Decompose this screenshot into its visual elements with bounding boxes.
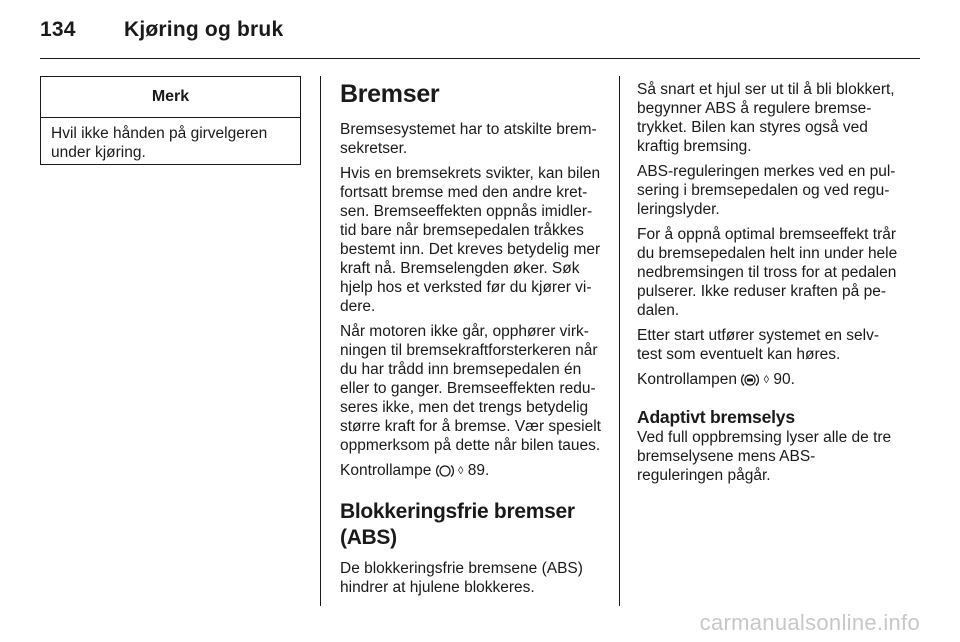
note-line: under kjøring. xyxy=(51,144,146,161)
reference-abs-light xyxy=(637,370,905,390)
ref-page[interactable]: 90. xyxy=(773,371,795,388)
paragraph xyxy=(637,162,905,219)
paragraph xyxy=(637,326,905,364)
column-abs xyxy=(637,80,905,491)
heading-line: (ABS) xyxy=(340,526,397,549)
line: sekretser. xyxy=(340,140,408,157)
line: bremselysene mens ABS- xyxy=(637,448,816,465)
paragraph xyxy=(340,559,606,597)
paragraph xyxy=(340,120,606,158)
watermark: carmanualsonline.info xyxy=(699,610,920,635)
line: nedbremsingen til tross for at pedalen xyxy=(637,264,897,281)
line: Ved full oppbremsing lyser alle de tre xyxy=(637,429,892,446)
line: kraft nå. Bremselengden øker. Søk xyxy=(340,260,580,277)
abs-warning-light-icon xyxy=(741,372,759,388)
line: De blokkeringsfrie bremsene (ABS) xyxy=(340,560,583,577)
line: du har trådd inn bremsepedalen én xyxy=(340,361,582,378)
paragraph xyxy=(340,164,606,316)
ref-label: Kontrollampen xyxy=(637,371,737,388)
line: hjelp hos et verksted før du kjører vi- xyxy=(340,279,592,296)
line: tid bare når bremsepedalen tråkkes xyxy=(340,222,584,239)
note-line: Hvil ikke hånden på girvelgeren xyxy=(51,125,268,142)
note-title: Merk xyxy=(41,77,300,118)
line: ABS-reguleringen merkes ved en pul- xyxy=(637,163,896,180)
note-body xyxy=(41,118,300,162)
line: Når motoren ikke går, opphører virk- xyxy=(340,323,589,340)
column-brakes xyxy=(340,80,606,603)
line: hindrer at hjulene blokkeres. xyxy=(340,579,535,596)
line: leringslyder. xyxy=(637,201,720,218)
line: begynner ABS å regulere bremse- xyxy=(637,100,872,117)
section-heading-abs xyxy=(340,499,606,551)
line: Bremsesystemet har to atskilte brem- xyxy=(340,121,597,138)
column-divider-left xyxy=(320,76,321,606)
ref-page[interactable]: 89. xyxy=(467,462,490,479)
section-heading-brakes: Bremser xyxy=(340,80,440,108)
paragraph xyxy=(637,225,905,320)
paragraph xyxy=(340,322,606,455)
line: pulserer. Ikke reduser kraften på pe- xyxy=(637,283,886,300)
line: eller to ganger. Bremseeffekten redu- xyxy=(340,380,596,397)
line: seres ikke, men det trengs betydelig xyxy=(340,399,589,416)
line: oppmerksom på dette når bilen taues. xyxy=(340,437,601,454)
page-number: 134 xyxy=(40,18,76,41)
reference-brake-warning xyxy=(340,461,606,481)
line: kraftig bremsing. xyxy=(637,138,752,155)
line: sen. Bremseeffekten oppnås imidler- xyxy=(340,203,593,220)
chapter-title: Kjøring og bruk xyxy=(124,18,284,41)
page-reference-arrow-icon: ◊ xyxy=(763,374,770,386)
line: ningen til bremsekraftforsterkeren når xyxy=(340,342,598,359)
note-box xyxy=(40,76,301,165)
section-heading-adaptive-brake-light: Adaptivt bremselys xyxy=(637,407,795,427)
line: For å oppnå optimal bremseeffekt trår xyxy=(637,226,897,243)
line: reguleringen pågår. xyxy=(637,467,771,484)
line: dere. xyxy=(340,298,376,315)
line: bestemt inn. Det kreves betydelig mer xyxy=(340,241,601,258)
paragraph xyxy=(637,428,905,485)
line: dalen. xyxy=(637,302,680,319)
line: sering i bremsepedalen og ved regu- xyxy=(637,182,890,199)
paragraph xyxy=(637,80,905,156)
line: større kraft for å bremse. Vær spesielt xyxy=(340,418,601,435)
brake-warning-light-icon xyxy=(436,463,454,479)
ref-label: Kontrollampe xyxy=(340,462,432,479)
column-divider-right xyxy=(619,76,620,606)
line: test som eventuelt kan høres. xyxy=(637,346,841,363)
page-header xyxy=(40,18,283,42)
line: Etter start utfører systemet en selv- xyxy=(637,327,880,344)
heading-line: Blokkeringsfrie bremser xyxy=(340,500,575,523)
line: trykket. Bilen kan styres også ved xyxy=(637,119,868,136)
line: du bremsepedalen helt inn under hele xyxy=(637,245,898,262)
line: Hvis en bremsekrets svikter, kan bilen xyxy=(340,165,601,182)
line: Så snart et hjul ser ut til å bli blokkert, xyxy=(637,81,895,98)
header-rule xyxy=(40,58,920,59)
line: fortsatt bremse med den andre kret- xyxy=(340,184,588,201)
page-reference-arrow-icon: ◊ xyxy=(457,465,464,477)
